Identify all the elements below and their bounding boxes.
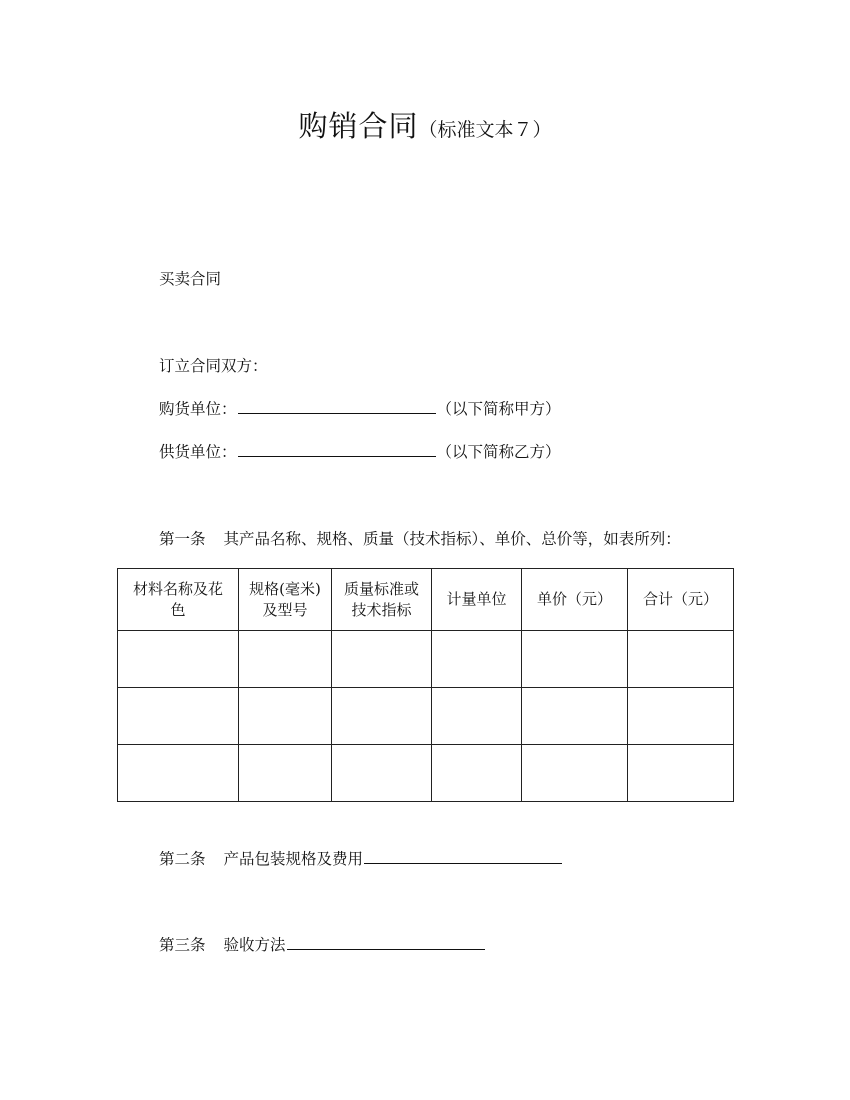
table-cell[interactable] xyxy=(432,745,522,802)
table-header-row xyxy=(118,569,734,631)
seller-note: （以下简称乙方） xyxy=(436,443,561,461)
header-quality-standard: 质量标准或技术指标 xyxy=(332,569,432,631)
table-cell[interactable] xyxy=(332,631,432,688)
table-cell[interactable] xyxy=(239,688,332,745)
table-cell[interactable] xyxy=(522,745,628,802)
document-title xyxy=(0,104,850,145)
table-cell[interactable] xyxy=(522,688,628,745)
article-2-label: 第二条 xyxy=(159,850,206,868)
table-row xyxy=(118,688,734,745)
buyer-line xyxy=(159,397,561,419)
table-row xyxy=(118,631,734,688)
table-cell[interactable] xyxy=(628,631,734,688)
article-3 xyxy=(159,933,486,955)
buyer-label: 购货单位： xyxy=(159,400,237,418)
header-material-name: 材料名称及花色 xyxy=(118,569,239,631)
table-cell[interactable] xyxy=(118,688,239,745)
article-1 xyxy=(159,527,681,549)
table-cell[interactable] xyxy=(239,631,332,688)
table-cell[interactable] xyxy=(332,688,432,745)
goods-table xyxy=(117,568,734,802)
header-unit: 计量单位 xyxy=(432,569,522,631)
table-cell[interactable] xyxy=(118,745,239,802)
article-3-label: 第三条 xyxy=(159,936,206,954)
table-cell[interactable] xyxy=(118,631,239,688)
article-3-text: 验收方法 xyxy=(223,936,286,954)
buyer-blank-field[interactable] xyxy=(238,399,436,414)
title-main: 购销合同 xyxy=(298,109,419,143)
packaging-blank-field[interactable] xyxy=(364,849,562,864)
seller-line xyxy=(159,440,561,462)
article-2 xyxy=(159,847,563,869)
table-row xyxy=(118,745,734,802)
header-spec-model: 规格(毫米)及型号 xyxy=(239,569,332,631)
table-cell[interactable] xyxy=(432,631,522,688)
seller-label: 供货单位： xyxy=(159,443,237,461)
table-cell[interactable] xyxy=(332,745,432,802)
table-cell[interactable] xyxy=(522,631,628,688)
table-cell[interactable] xyxy=(432,688,522,745)
article-1-label: 第一条 xyxy=(159,530,206,548)
buyer-note: （以下简称甲方） xyxy=(436,400,561,418)
acceptance-blank-field[interactable] xyxy=(287,935,485,950)
table-cell[interactable] xyxy=(628,688,734,745)
table-cell[interactable] xyxy=(628,745,734,802)
header-unit-price: 单价（元） xyxy=(522,569,628,631)
contract-subtitle: 买卖合同 xyxy=(159,270,222,288)
article-1-text: 其产品名称、规格、质量（技术指标）、单价、总价等，如表所列： xyxy=(223,530,681,548)
header-total: 合计（元） xyxy=(628,569,734,631)
parties-heading: 订立合同双方： xyxy=(159,357,268,375)
table-cell[interactable] xyxy=(239,745,332,802)
article-2-text: 产品包装规格及费用 xyxy=(223,850,364,868)
seller-blank-field[interactable] xyxy=(238,442,436,457)
title-sub: （标准文本７） xyxy=(418,119,552,141)
